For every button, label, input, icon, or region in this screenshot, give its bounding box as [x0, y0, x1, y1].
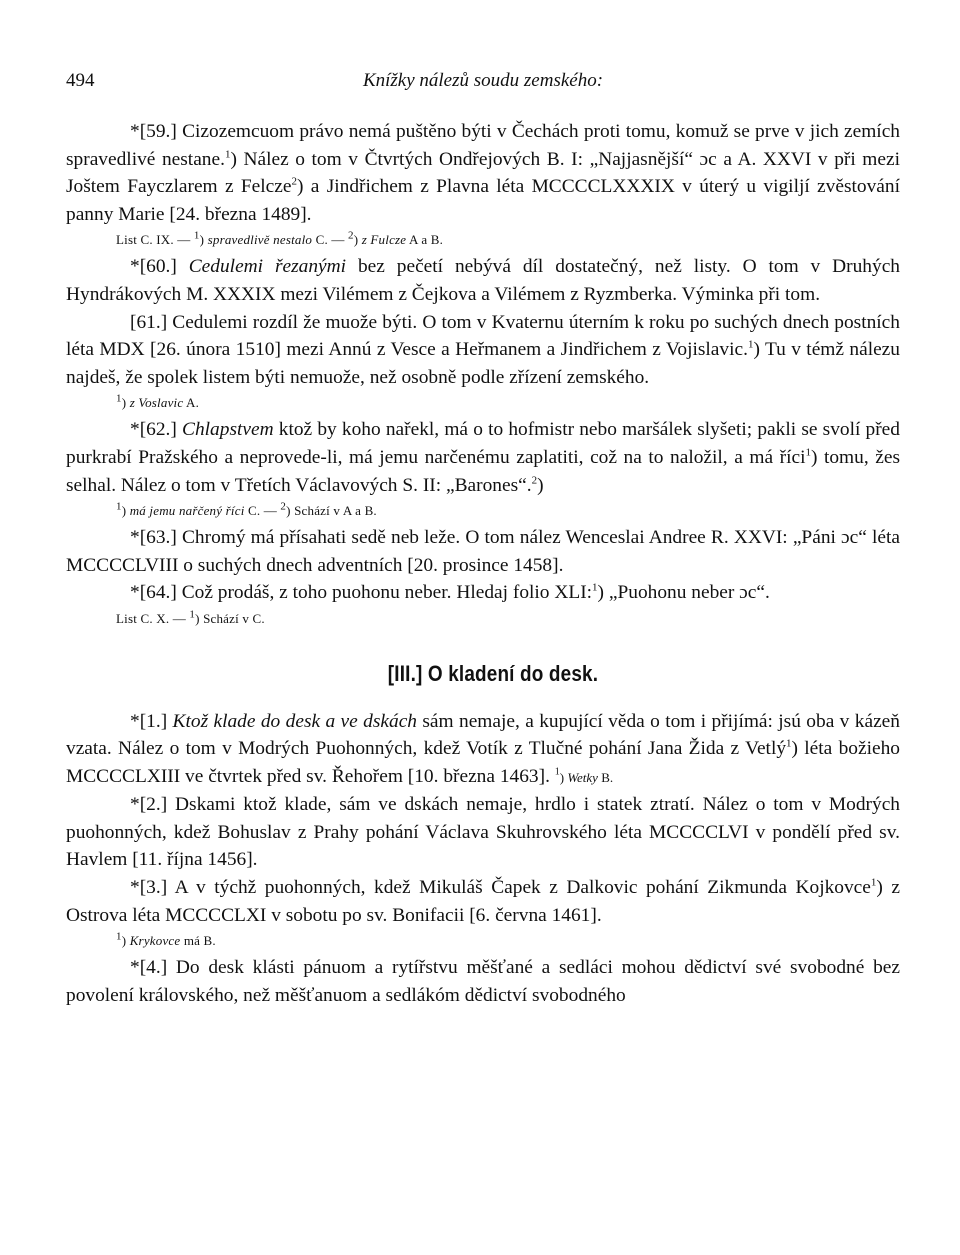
- footnote: [66, 391, 900, 414]
- section-heading: [III.] O kladení do desk.: [387, 660, 599, 686]
- footnote: [66, 929, 900, 952]
- text-run: Krykovce: [129, 933, 181, 949]
- text-run: ) tomu, žes selhal. Nález o tom v Třetích Václavových S. II: „Barones“.: [66, 446, 900, 496]
- paragraph: [66, 118, 900, 228]
- footnote-marker: 1: [554, 766, 560, 778]
- text-run: *[1.]: [130, 710, 173, 732]
- text-run: ) léta božieho MCCCCLXIII ve čtvrtek před sv. Řehořem [10. března 1463].: [66, 738, 900, 787]
- footnote-marker: 1: [116, 500, 122, 513]
- paragraph: [66, 253, 900, 308]
- paragraph: [66, 874, 900, 929]
- footnote-marker: 1: [116, 930, 122, 943]
- text-run: *[3.] A v týchž puohonných, kdež Mikuláš Čapek z Dalkovic pohání Zikmunda Kojkovce: [130, 877, 871, 899]
- footnote: [66, 499, 900, 522]
- footnote-marker: 1: [786, 737, 792, 750]
- paragraph: [66, 708, 900, 792]
- text-run: [61.] Cedulemi rozdíl že muože býti. O tom v Kvaternu úterním k roku po suchých dnech postních léta MDX [26. února 1510] mezi Annú z Vesce a Heřmanem a Jindřichem z Vojislavic.: [66, 311, 900, 361]
- text-run: spravedlivě nestalo: [207, 232, 313, 248]
- footnote-marker: 1: [116, 393, 122, 406]
- text-run: Cedulemi řezanými: [188, 256, 347, 278]
- text-run: Ktož klade do desk a ve dskách: [172, 710, 417, 732]
- text-run: ): [537, 474, 544, 496]
- text-run: z Fulcze: [361, 232, 407, 248]
- text-run: bez pečetí nebývá díl dostatečný, než listy. O tom v Druhých Hyndrákových M. XXXIX mezi Vilémem z Čejkova a Vilémem z Ryzmberka. Výminka při tom.: [66, 256, 900, 305]
- text-run: C. —: [312, 232, 349, 248]
- text-run: List C. X. —: [116, 610, 190, 626]
- paragraph: [66, 416, 900, 499]
- text-run: ) z Ostrova léta MCCCCLXI v sobotu po sv. Bonifacii [6. června 1461].: [66, 877, 900, 926]
- text-run: sám nemaje, a kupující věda o tom i přijímá: jsú oba v kázeň vzata. Nález o tom v Modrých Puohonných, kdež Votík z Tlučné pohání Jana Žida z Vetlý: [66, 710, 900, 760]
- footnote-marker: 1: [224, 148, 231, 161]
- paragraph: [66, 954, 900, 1009]
- text-run: A.: [183, 395, 200, 411]
- text-run: ): [121, 395, 130, 411]
- text-run: ) Tu v témž nálezu najdeš, že spolek listem býti nemuože, než osobně podle zřízení zemského.: [66, 339, 900, 388]
- book-page: [66, 70, 900, 1009]
- footnote-marker: 1: [193, 230, 200, 243]
- text-run: *[62.]: [130, 419, 183, 441]
- footnote-marker: 1: [592, 581, 598, 594]
- text-run: *[4.] Do desk klásti pánuom a rytířstvu měšťané a sedláci mohou dědictví své svobodné bez povolení královského, než měšťanuom a sedlákóm dědictví svobodného: [66, 957, 900, 1006]
- text-run: ): [199, 232, 208, 248]
- page-number: 494: [66, 70, 95, 91]
- running-head: [66, 70, 900, 96]
- paragraph: [66, 791, 900, 874]
- text-run: ): [121, 503, 130, 519]
- text-run: *[60.]: [130, 256, 189, 278]
- text-run: B.: [597, 769, 614, 785]
- text-run: Chlapstvem: [182, 419, 274, 441]
- text-run: ) „Puohonu neber ɔc“.: [597, 582, 770, 604]
- text-run: ) Schází v A a B.: [286, 503, 377, 519]
- text-run: z Voslavic: [129, 395, 184, 411]
- text-run: má B.: [180, 933, 216, 949]
- running-title: Knížky nálezů soudu zemského:: [362, 70, 604, 91]
- text-run: *[64.] Což prodáš, z toho puohonu neber. Hledaj folio XLI:: [130, 582, 593, 604]
- text-run: má jemu nařčený říci: [129, 503, 245, 519]
- footnote-marker: 1: [189, 608, 196, 621]
- footnote: [66, 607, 900, 630]
- paragraph: [66, 524, 900, 579]
- text-run: *[2.] Dskami ktož klade, sám ve dskách nemaje, hrdlo i statek ztratí. Nález o tom v Modrých puohonných, kdež Bohuslav z Prahy pohání Václava Skuhrovského léta MCCCCLVI v pondělí před sv. Havlem [11. října 1456].: [66, 794, 900, 871]
- text-run: ktož by koho nařekl, má o to hofmistr nebo maršálek slyšeti; pakli se svolí před purkrabí Pražského a neprovede-li, má jemu narčenému zaplatiti, což na to naložil, a má říci: [66, 419, 900, 468]
- text-run: A a B.: [406, 232, 444, 248]
- footnote: [66, 228, 900, 251]
- text-run: ): [353, 232, 362, 248]
- text-run: *[63.] Chromý má přísahati sedě neb leže. O tom nález Wenceslai Andree R. XXVI: „Páni ɔc“ léta MCCCCLVIII o suchých dnech adventních [20. prosince 1458].: [66, 527, 900, 576]
- text-run: ): [121, 933, 130, 949]
- paragraph: [66, 579, 900, 607]
- page-body: [66, 118, 900, 1009]
- text-run: ): [559, 769, 568, 785]
- footnote-marker: 2: [291, 175, 297, 188]
- text-run: ) Schází v C.: [195, 610, 265, 626]
- footnote-marker: 1: [870, 876, 877, 889]
- footnote-marker: 2: [348, 230, 354, 243]
- footnote-marker: 2: [280, 500, 287, 513]
- text-run: ) a Jindřichem z Plavna léta MCCCCLXXXIX v úterý u vigiljí zvěstování panny Marie [24. března 1489].: [66, 176, 900, 225]
- paragraph: [66, 309, 900, 392]
- footnote-marker: 1: [747, 338, 754, 351]
- text-run: C. —: [244, 503, 281, 519]
- text-run: ) Nález o tom v Čtvrtých Ondřejových B. I: „Najjasnější“ ɔc a A. XXVI v při mezi Joštem Fayczlarem z Felcze: [66, 148, 900, 198]
- footnote-marker: 2: [531, 474, 538, 487]
- footnote-marker: 1: [805, 446, 811, 459]
- text-run: List C. IX. —: [116, 232, 194, 248]
- text-run: Wetky: [567, 769, 598, 785]
- text-run: *[59.] Cizozemcuom právo nemá puštěno býti v Čechách proti tomu, komuž se prve v jich zemích spravedlivé nestane.: [66, 121, 900, 170]
